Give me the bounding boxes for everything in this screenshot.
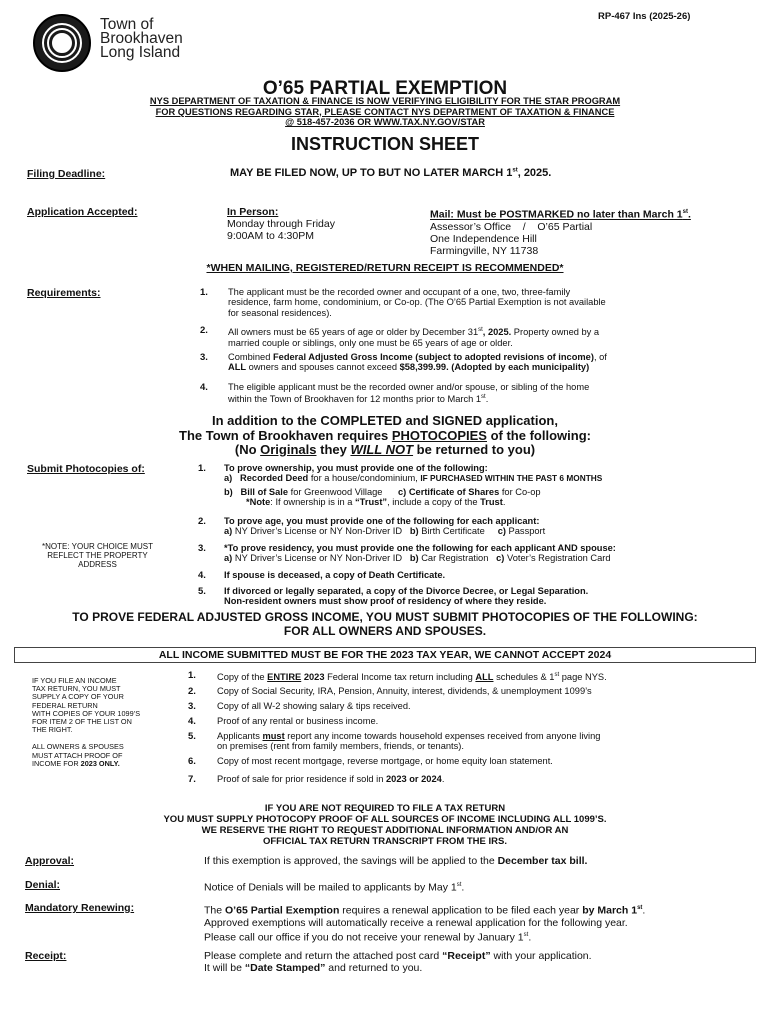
- side-a3: SUPPLY A COPY OF YOUR: [32, 692, 124, 702]
- req3-line-2: [228, 362, 698, 372]
- no-tax-return-notice: [0, 803, 770, 847]
- req4-a: within the Town of Brookhaven for 12 months prior to March 1: [228, 394, 482, 405]
- federal-agi-heading: [0, 611, 770, 638]
- p2-head: To prove age, you must provide one of the following for each applicant:: [224, 516, 540, 526]
- requirement-4-number: 4.: [200, 382, 208, 393]
- denial-b: .: [461, 881, 465, 894]
- renewing-text: [204, 902, 764, 943]
- star-notice: [0, 96, 770, 128]
- renew-line-1: [204, 902, 764, 917]
- side-b3b: 2023 ONLY.: [80, 758, 120, 768]
- side-b3a: INCOME FOR: [32, 758, 81, 768]
- denial-a: Notice of Denials will be mailed to applicants by May 1: [204, 881, 457, 894]
- side-b1: ALL OWNERS & SPOUSES: [32, 742, 124, 752]
- federal-line-1: TO PROVE FEDERAL ADJUSTED GROSS INCOME, YOU MUST SUBMIT PHOTOCOPIES OF THE FOLLOWING:: [72, 610, 698, 624]
- income-item-1: [217, 670, 607, 683]
- inc7-a: Proof of sale for prior residence if sold in: [217, 774, 386, 784]
- inc1-f: schedules & 1: [493, 672, 555, 683]
- notice-line-1: NYS DEPARTMENT OF TAXATION & FINANCE IS NOW VERIFYING ELIGIBILITY FOR THE STAR PROGRAM: [149, 96, 621, 106]
- p5-line-1: If divorced or legally separated, a copy of the Divorce Decree, or Legal Separation.: [224, 586, 589, 596]
- submit-photocopies-label: Submit Photocopies of:: [27, 463, 145, 475]
- receipt-d: It will be: [204, 962, 245, 974]
- income-year-banner: ALL INCOME SUBMITTED MUST BE FOR THE 2023 TAX YEAR, WE CANNOT ACCEPT 2024: [14, 647, 756, 663]
- addition-heading: [0, 414, 770, 458]
- p1-note-f: .: [502, 497, 506, 508]
- req3-line-1: [228, 352, 698, 362]
- filing-text-b: , 2025.: [517, 167, 552, 179]
- requirement-3: [228, 352, 698, 373]
- addition-line-3: [0, 443, 770, 458]
- income-7-number: 7.: [188, 774, 196, 785]
- p5-line-2: Non-resident owners must show proof of residency of where they reside.: [224, 596, 547, 607]
- income-4-number: 4.: [188, 716, 196, 727]
- receipt-a: Please complete and return the attached post card: [204, 950, 443, 962]
- addition-3e: be returned to you): [413, 442, 536, 457]
- req1-line-3: for seasonal residences).: [228, 307, 332, 318]
- filing-deadline-label: Filing Deadline:: [27, 168, 106, 180]
- addition-line-1: In addition to the COMPLETED and SIGNED application,: [212, 413, 558, 428]
- renew-l3sup: st: [523, 931, 529, 938]
- requirement-1-number: 1.: [200, 287, 208, 298]
- addition-2c: of the following:: [486, 427, 591, 443]
- req1-line-2: residence, farm home, condominium, or Co-op. (The O’65 Partial Exemption is not available: [228, 297, 606, 308]
- photocopy-4: If spouse is deceased, a copy of Death Certificate.: [224, 570, 446, 580]
- p1-a: [224, 473, 754, 483]
- photocopy-4-number: 4.: [198, 570, 206, 581]
- p1-a-bold: Recorded Deed: [240, 473, 309, 484]
- p1-c-bold: c) Certificate of Shares: [397, 486, 500, 497]
- income-item-7: [217, 774, 444, 784]
- requirement-2-number: 2.: [200, 325, 208, 336]
- addition-line-2: [0, 429, 770, 444]
- receipt-text: [204, 950, 764, 974]
- photocopy-2: [224, 516, 754, 537]
- application-accepted-label: Application Accepted:: [27, 206, 138, 218]
- inc1-b: ENTIRE: [267, 672, 302, 683]
- approval-label: Approval:: [25, 855, 75, 867]
- income-item-2: Copy of Social Security, IRA, Pension, Annuity, interest, dividends, & unemployment 1099’s: [217, 686, 592, 696]
- no-return-4: OFFICIAL TAX RETURN TRANSCRIPT FROM THE IRS.: [262, 836, 507, 847]
- req3-b: Federal Adjusted Gross Income (subject to adopted revisions of income): [272, 352, 594, 362]
- photocopy-2-number: 2.: [198, 516, 206, 527]
- seal-center: [49, 30, 75, 56]
- notice-line-2: FOR QUESTIONS REGARDING STAR, PLEASE CONTACT NYS DEPARTMENT OF TAXATION & FINANCE: [155, 106, 615, 117]
- addition-2b: PHOTOCOPIES: [391, 427, 487, 443]
- addition-2a: The Town of Brookhaven requires: [179, 427, 392, 443]
- renew-c: requires a renewal application to be filed each year: [339, 904, 583, 917]
- photocopy-1: [224, 463, 754, 508]
- income-6-number: 6.: [188, 756, 196, 767]
- addition-3b: Originals: [260, 442, 317, 457]
- side-a7: THE RIGHT.: [32, 725, 73, 735]
- in-person-hours: 9:00AM to 4:30PM: [227, 230, 314, 242]
- p3-a-text: NY Driver’s License or NY Non-Driver ID: [232, 553, 403, 564]
- mandatory-renewing-label: Mandatory Renewing:: [25, 902, 135, 914]
- mailing-recommendation: *WHEN MAILING, REGISTERED/RETURN RECEIPT IS RECOMMENDED*: [206, 262, 564, 274]
- p3-b: b): [409, 553, 419, 564]
- income-item-6: Copy of most recent mortgage, reverse mortgage, or home equity loan statement.: [217, 756, 553, 766]
- receipt-label: Receipt:: [25, 950, 67, 962]
- p2-c: c): [497, 526, 506, 537]
- page-title: O’65 PARTIAL EXEMPTION: [262, 78, 508, 99]
- p2-c-text: Passport: [505, 526, 546, 537]
- p1-c-text: for Co-op: [499, 486, 541, 497]
- denial-text: [204, 879, 464, 894]
- photocopy-3-number: 3.: [198, 543, 206, 554]
- req1-line-1: The applicant must be the recorded owner and occupant of a one, two, three-family: [228, 287, 571, 297]
- side-a4: FEDERAL RETURN: [32, 700, 98, 710]
- no-return-1: IF YOU ARE NOT REQUIRED TO FILE A TAX RETURN: [264, 803, 506, 814]
- receipt-c: with your application.: [490, 950, 592, 962]
- income-1-number: 1.: [188, 670, 196, 681]
- req2-line-1: [228, 325, 698, 338]
- p1-note-e: Trust: [480, 497, 503, 508]
- p2-a: a): [224, 526, 233, 537]
- p3-head: *To prove residency, you must provide one the following for each applicant AND spouse:: [224, 543, 616, 553]
- income-3-number: 3.: [188, 701, 196, 712]
- req2-sup: st: [478, 327, 483, 333]
- income-item-3: Copy of all W-2 showing salary & tips received.: [217, 701, 411, 711]
- p2-a-text: NY Driver’s License or NY Non-Driver ID: [232, 526, 403, 537]
- p1-head: To prove ownership, you must provide one of the following:: [224, 463, 488, 473]
- p1-note-a: *Note: [246, 497, 271, 508]
- p3-c-text: Voter’s Registration Card: [504, 553, 611, 564]
- renew-e: .: [642, 904, 646, 917]
- p1-a-caps: IF PURCHASED WITHIN THE PAST 6 MONTHS: [420, 473, 603, 484]
- req4-line-2: [228, 392, 698, 405]
- p2-b-text: Birth Certificate: [418, 526, 485, 537]
- renew-line-2: Approved exemptions will automatically receive a renewal application for the following year.: [204, 916, 628, 929]
- req2-a: All owners must be 65 years of age or older by December 31: [228, 327, 479, 338]
- photocopy-5: [224, 586, 754, 607]
- inc5-b: must: [262, 731, 285, 741]
- income-side-note: [32, 677, 172, 768]
- renew-d: by March 1: [582, 904, 638, 917]
- side-a2: TAX RETURN, YOU MUST: [32, 684, 121, 694]
- filing-text-a: MAY BE FILED NOW, UP TO BUT NO LATER MARCH 1: [230, 167, 513, 179]
- renew-a: The: [204, 904, 226, 917]
- denial-label: Denial:: [25, 879, 61, 891]
- mail-label-sup: st: [682, 209, 688, 215]
- form-number: RP-467 Ins (2025-26): [598, 11, 691, 22]
- mail-label-b: .: [687, 208, 691, 221]
- mail-line-3: Farmingville, NY 11738: [430, 244, 539, 257]
- requirements-label: Requirements:: [27, 287, 101, 299]
- p1-b-text: for Greenwood Village: [288, 486, 383, 497]
- choice-side-note: *NOTE: YOUR CHOICE MUST REFLECT THE PROPERTY ADDRESS: [42, 542, 153, 569]
- income-item-5: [217, 731, 600, 752]
- inc1-e: ALL: [475, 672, 494, 683]
- p3-a: a): [224, 553, 233, 564]
- town-line-3: Long Island: [100, 44, 181, 61]
- side-b3: [32, 760, 172, 768]
- inc1-a: Copy of the: [217, 672, 268, 683]
- requirement-1: [228, 287, 698, 318]
- req2-c: Property owned by a: [511, 327, 600, 338]
- in-person-label: In Person:: [227, 206, 279, 218]
- receipt-line-1: [204, 950, 764, 962]
- req4-b: .: [485, 394, 489, 405]
- federal-line-2: FOR ALL OWNERS AND SPOUSES.: [283, 623, 487, 638]
- denial-sup: st: [456, 882, 462, 888]
- inc1-d: Federal Income tax return including: [324, 672, 476, 683]
- income-2-number: 2.: [188, 686, 196, 697]
- req3-d: ALL: [228, 362, 247, 373]
- mail-line-1: Assessor’s Office / O’65 Partial: [430, 220, 593, 233]
- p2-b: b): [409, 526, 419, 537]
- photocopy-1-number: 1.: [198, 463, 206, 474]
- p1-note: [224, 497, 754, 507]
- req4-line-1: The eligible applicant must be the recorded owner and/or spouse, or sibling of the home: [228, 382, 590, 392]
- photocopy-3: [224, 543, 754, 564]
- side-b2: MUST ATTACH PROOF OF: [32, 750, 123, 760]
- renew-sup: st: [637, 905, 643, 911]
- inc1-sup: st: [554, 672, 560, 678]
- req3-a: Combined: [228, 352, 273, 362]
- approval-b: December tax bill.: [497, 855, 588, 867]
- notice-line-3: @ 518-457-2036 OR WWW.TAX.NY.GOV/STAR: [285, 117, 485, 127]
- req2-b: , 2025.: [482, 327, 512, 338]
- town-line-2: Brookhaven: [100, 30, 183, 47]
- req3-e: owners and spouses cannot exceed: [246, 362, 400, 373]
- p3-b-text: Car Registration: [418, 553, 489, 564]
- mail-block: [430, 206, 691, 257]
- p1-b: [224, 487, 754, 497]
- side-a6: FOR ITEM 2 OF THE LIST ON: [32, 717, 132, 727]
- requirement-3-number: 3.: [200, 352, 208, 363]
- addition-3c: they: [316, 442, 351, 457]
- mail-label: [430, 206, 691, 221]
- filing-deadline-text: [230, 167, 551, 179]
- req2-line-2: married couple or siblings, only one must be 65 years of age or older.: [228, 337, 513, 348]
- side-a1: IF YOU FILE AN INCOME: [32, 676, 117, 685]
- renew-line-3: [204, 929, 764, 944]
- p1-note-c: “Trust”: [355, 497, 388, 508]
- no-return-3: WE RESERVE THE RIGHT TO REQUEST ADDITIONAL INFORMATION AND/OR AN: [201, 825, 569, 836]
- renew-l3b: .: [528, 931, 532, 943]
- instruction-title: INSTRUCTION SHEET: [290, 134, 479, 154]
- p1-note-b: : If ownership is in a: [270, 497, 356, 508]
- inc1-c: 2023: [301, 672, 325, 683]
- photocopy-5-number: 5.: [198, 586, 206, 597]
- income-item-4: Proof of any rental or business income.: [217, 716, 379, 726]
- req4-sup: st: [481, 394, 486, 401]
- town-seal-logo: [33, 14, 91, 72]
- req3-f: $58,399.99. (Adopted by each municipality): [399, 362, 590, 373]
- renew-b: O’65 Partial Exemption: [225, 904, 340, 917]
- p1-a-num: a): [224, 473, 233, 484]
- receipt-f: and returned to you.: [325, 962, 423, 974]
- town-line-1: Town of: [100, 16, 154, 33]
- p3-c: c): [496, 553, 505, 564]
- req3-c: , of: [593, 352, 607, 362]
- requirement-4: [228, 382, 698, 405]
- receipt-e: “Date Stamped”: [244, 962, 326, 974]
- p1-note-d: , include a copy of the: [387, 497, 481, 508]
- inc7-b: 2023 or 2024: [385, 774, 442, 784]
- p1-a-text: for a house/condominium,: [308, 473, 421, 484]
- p1-b-num: b): [224, 486, 233, 497]
- p1-b-bold: Bill of Sale: [240, 486, 289, 497]
- renew-l3a: Please call our office if you do not receive your renewal by January 1: [204, 931, 524, 943]
- inc5-line-1: [217, 731, 600, 741]
- inc1-g: page NYS.: [559, 672, 607, 683]
- p2-options: [224, 526, 754, 536]
- filing-sup: st: [512, 167, 518, 174]
- income-5-number: 5.: [188, 731, 196, 742]
- inc7-c: .: [441, 774, 445, 784]
- requirement-2: [228, 325, 698, 348]
- receipt-b: “Receipt”: [442, 950, 491, 962]
- mail-label-a: Mail: Must be POSTMARKED no later than March 1: [430, 208, 683, 221]
- side-a5: WITH COPIES OF YOUR 1099’S: [32, 708, 141, 718]
- in-person-days: Monday through Friday: [227, 218, 335, 230]
- inc5-a: Applicants: [217, 731, 263, 741]
- addition-3a: (No: [234, 442, 261, 457]
- mail-line-2: One Independence Hill: [430, 232, 537, 245]
- p3-options: [224, 553, 754, 563]
- in-person-block: [227, 206, 335, 242]
- addition-3d: WILL NOT: [350, 442, 414, 457]
- approval-a: If this exemption is approved, the savings will be applied to the: [204, 855, 498, 867]
- approval-text: [204, 855, 587, 867]
- town-name: [100, 18, 183, 60]
- no-return-2: YOU MUST SUPPLY PHOTOCOPY PROOF OF ALL SOURCES OF INCOME INCLUDING ALL 1099’S.: [163, 814, 607, 825]
- receipt-line-2: [204, 962, 764, 974]
- inc5-line-2: on premises (rent from family members, friends, or tenants).: [217, 741, 464, 752]
- inc5-c: report any income towards household expenses received from anyone living: [284, 731, 601, 741]
